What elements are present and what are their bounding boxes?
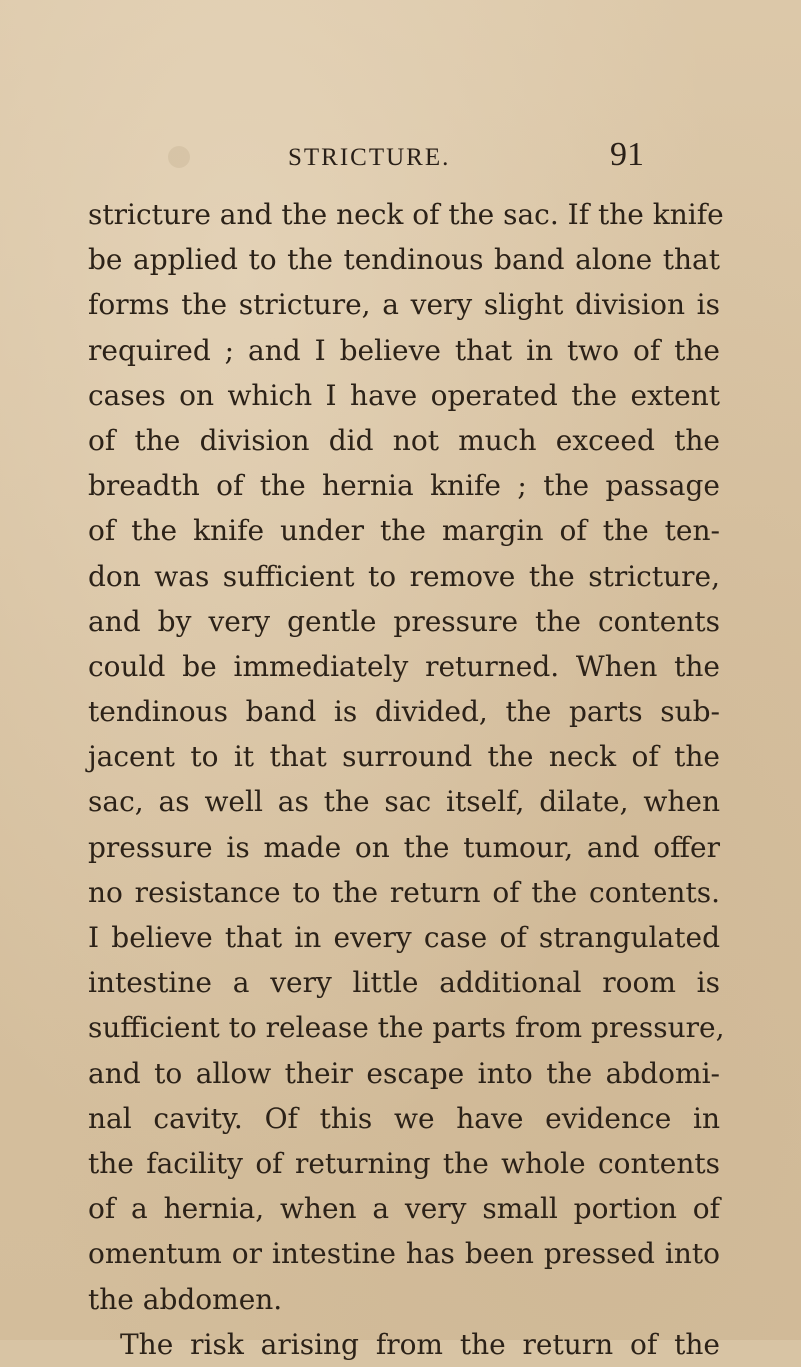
text-line: the facility of returning the whole contents	[88, 1146, 720, 1180]
text-line: of the knife under the margin of the ten-	[88, 514, 720, 548]
text-line: of the division did not much exceed the	[88, 423, 720, 457]
text-line: omentum or intestine has been pressed into	[88, 1237, 720, 1271]
running-title: STRICTURE.	[288, 144, 451, 171]
text-line: pressure is made on the tumour, and offer	[88, 830, 720, 864]
text-line: and to allow their escape into the abdomi-	[88, 1056, 720, 1090]
running-head	[0, 136, 801, 180]
text-line: sufficient to release the parts from pressure,	[88, 1011, 725, 1045]
text-line: nal cavity. Of this we have evidence in	[88, 1101, 720, 1135]
text-line: jacent to it that surround the neck of the	[88, 740, 720, 774]
text-line: be applied to the tendinous band alone that	[88, 243, 720, 277]
text-line: the abdomen.	[88, 1282, 283, 1316]
text-line: breadth of the hernia knife ; the passage	[88, 469, 720, 503]
text-line: no resistance to the return of the contents.	[88, 875, 720, 909]
text-line: of a hernia, when a very small portion of	[88, 1192, 720, 1226]
body-text	[88, 192, 725, 1367]
text-line: I believe that in every case of strangulated	[88, 921, 720, 954]
text-line: stricture and the neck of the sac. If the knife	[88, 198, 724, 231]
text-line: sac, as well as the sac itself, dilate, when	[88, 785, 720, 819]
text-line: and by very gentle pressure the contents	[88, 604, 720, 638]
text-line: The risk arising from the return of the	[120, 1327, 720, 1361]
text-line: don was sufficient to remove the stricture,	[88, 559, 720, 593]
page-number: 91	[610, 136, 644, 173]
text-line: tendinous band is divided, the parts sub-	[88, 695, 720, 729]
text-line: intestine a very little additional room is	[88, 966, 720, 1000]
text-line: required ; and I believe that in two of the	[88, 333, 720, 367]
text-line: cases on which I have operated the extent	[88, 378, 720, 412]
text-line: could be immediately returned. When the	[88, 649, 720, 683]
text-line: forms the stricture, a very slight division is	[88, 288, 720, 322]
